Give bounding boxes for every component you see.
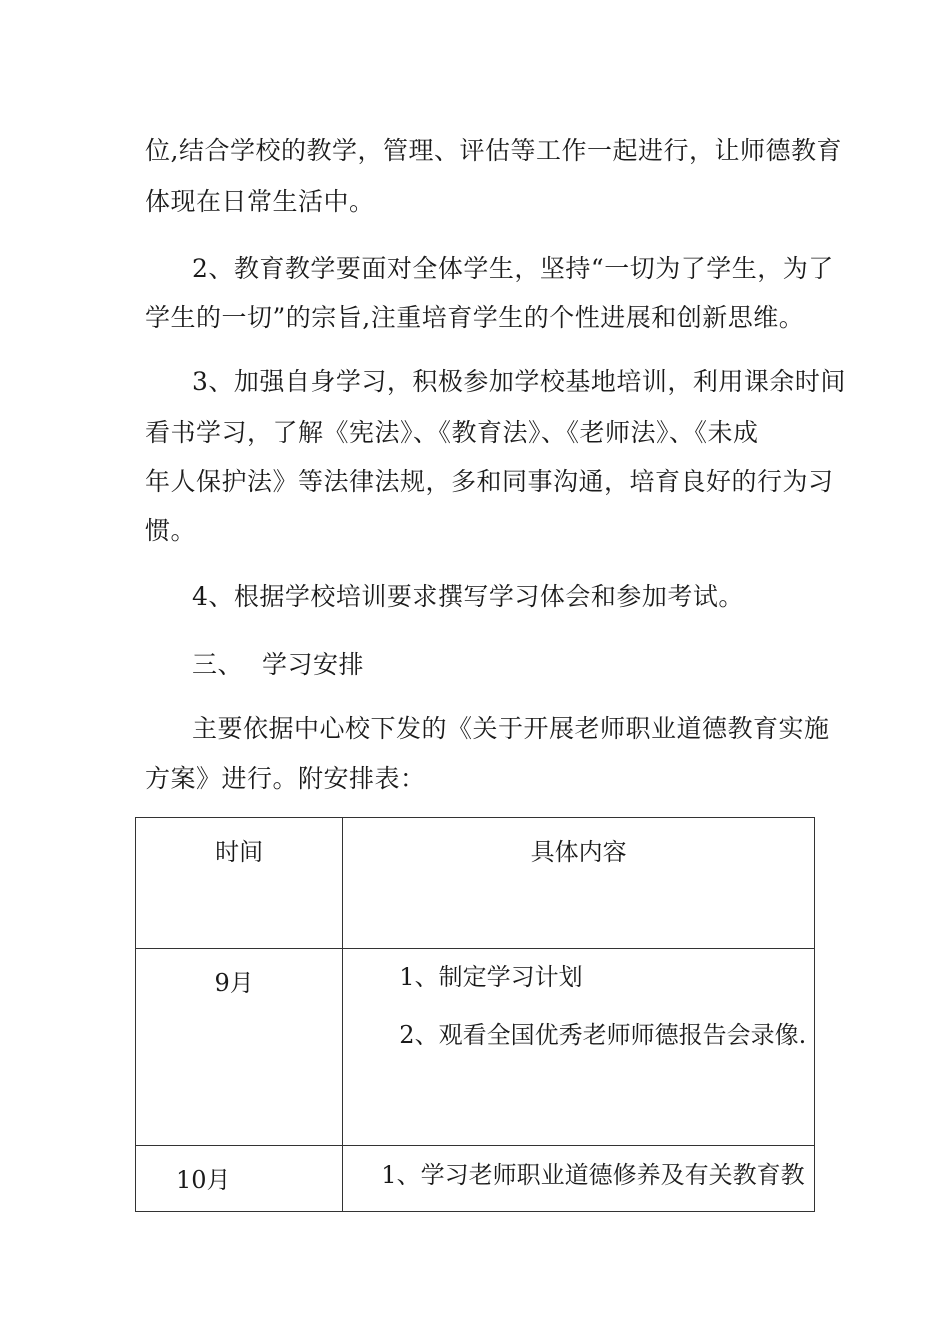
schedule-table bbox=[135, 817, 815, 1212]
content-item: 1、学习老师职业道德修养及有关教育教 bbox=[381, 1161, 805, 1189]
paragraph-1-line-2: 体现在日常生活中。 bbox=[145, 187, 375, 216]
row-time: 10月 bbox=[176, 1166, 231, 1194]
time-cell bbox=[136, 949, 343, 1146]
paragraph-3-line-1: 3、加强自身学习，积极参加学校基地培训，利用课余时间 bbox=[192, 367, 846, 396]
content-cell bbox=[343, 949, 815, 1146]
table-row bbox=[136, 1146, 815, 1212]
header-time-cell bbox=[136, 818, 343, 949]
header-content: 具体内容 bbox=[530, 838, 627, 866]
paragraph-3-line-3: 年人保护法》等法律法规，多和同事沟通，培育良好的行为习 bbox=[145, 467, 834, 496]
section-number: 三、 bbox=[192, 650, 244, 679]
paragraph-1-line-1: 位,结合学校的教学，管理、评估等工作一起进行，让师德教育 bbox=[145, 136, 842, 165]
paragraph-2-line-2: 学生的一切”的宗旨,注重培育学生的个性进展和创新思维。 bbox=[145, 303, 805, 332]
paragraph-5-line-2: 方案》进行。附安排表： bbox=[145, 764, 426, 793]
row-time: 9月 bbox=[214, 969, 254, 997]
table-header-row bbox=[136, 818, 815, 949]
paragraph-5-line-1: 主要依据中心校下发的《关于开展老师职业道德教育实施 bbox=[192, 714, 830, 743]
header-time: 时间 bbox=[215, 838, 264, 866]
content-cell bbox=[343, 1146, 815, 1212]
paragraph-2-line-1: 2、教育教学要面对全体学生，坚持“一切为了学生，为了 bbox=[192, 254, 834, 283]
section-title: 学习安排 bbox=[262, 650, 365, 679]
paragraph-3-line-2: 看书学习，了解《宪法》、《教育法》、《老师法》、《未成 bbox=[145, 418, 759, 447]
paragraph-4-line-1: 4、根据学校培训要求撰写学习体会和参加考试。 bbox=[192, 582, 744, 611]
header-content-cell bbox=[343, 818, 815, 949]
content-item: 2、观看全国优秀老师师德报告会录像. bbox=[399, 1021, 807, 1049]
paragraph-3-line-4: 惯。 bbox=[145, 516, 197, 545]
content-item: 1、制定学习计划 bbox=[399, 963, 583, 991]
time-cell bbox=[136, 1146, 343, 1212]
table-row bbox=[136, 949, 815, 1146]
